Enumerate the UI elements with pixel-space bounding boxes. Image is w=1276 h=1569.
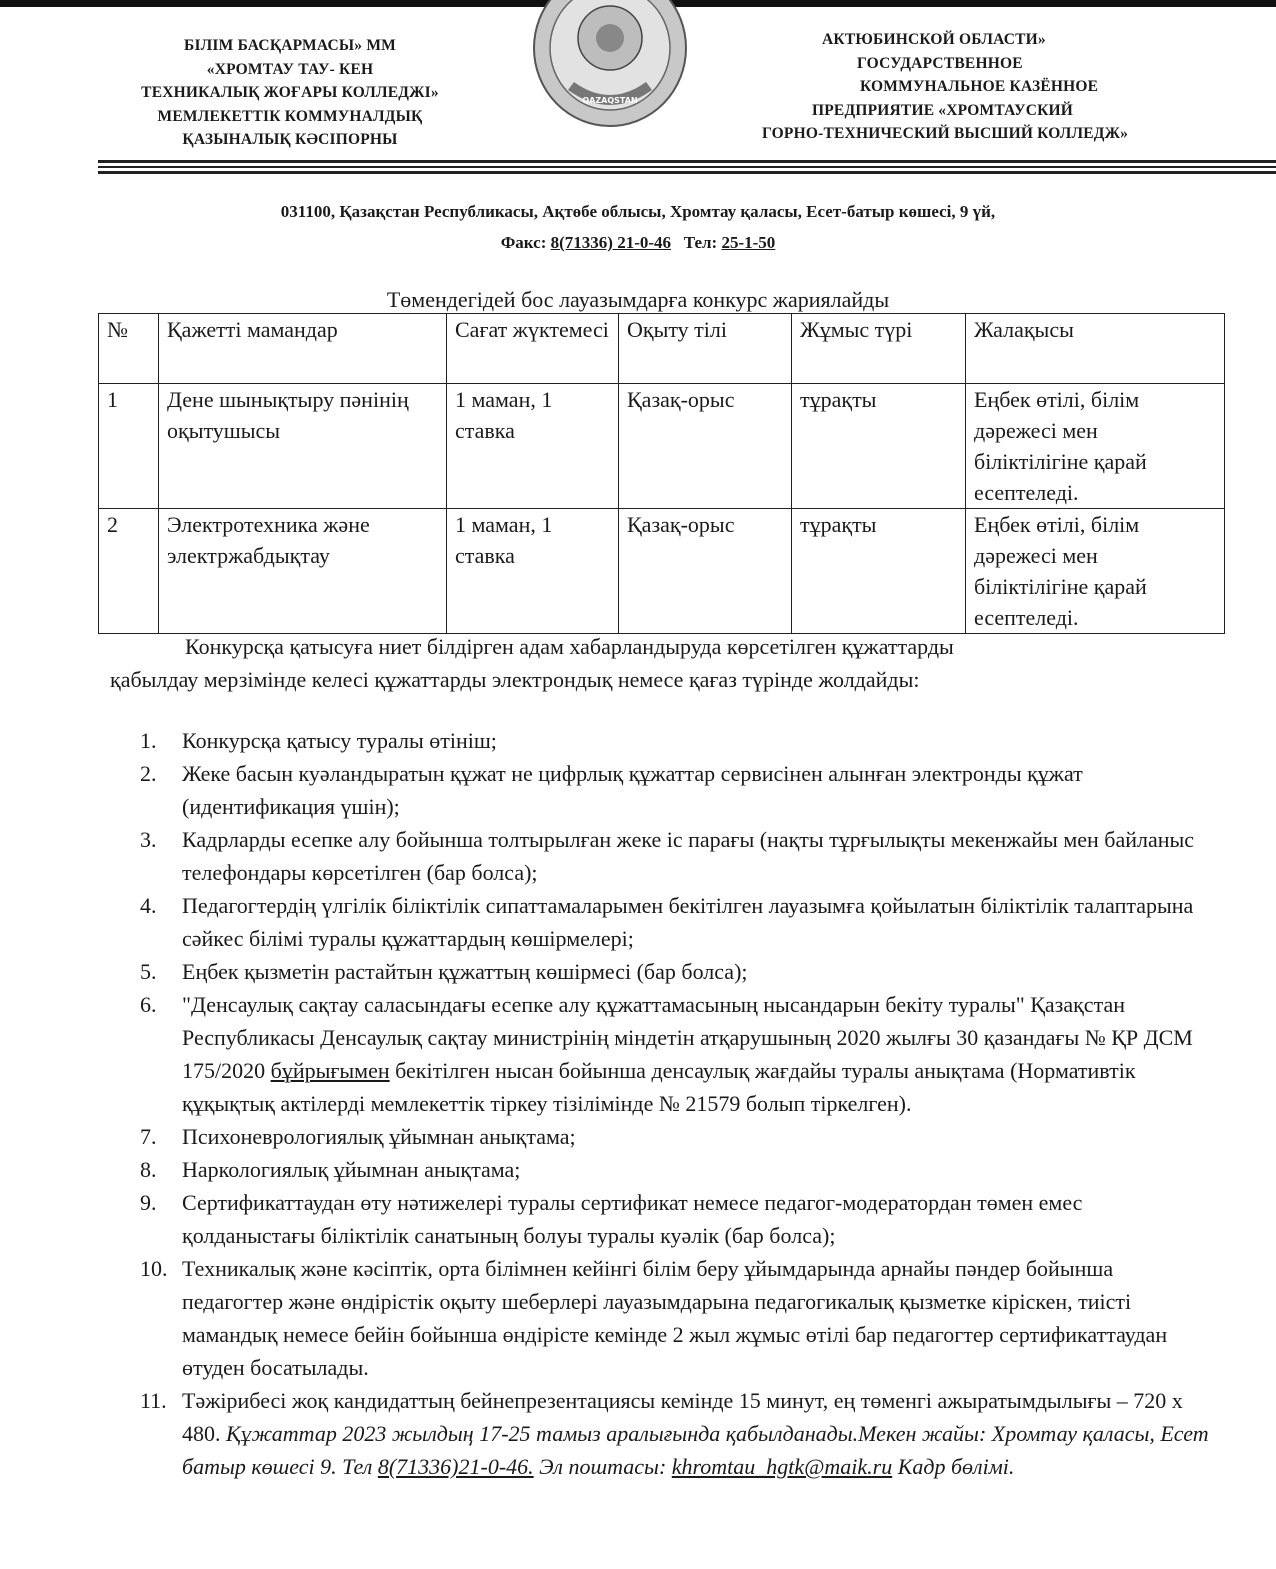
- vacancy-caption: Төмендегідей бос лауазымдарға конкурс жариялайды: [386, 287, 890, 312]
- table-row: [99, 384, 1225, 509]
- list-item: [140, 823, 1210, 889]
- item-number: 1.: [140, 728, 157, 753]
- header-right-russian: [740, 28, 1200, 146]
- header-line: АКТЮБИНСКОЙ ОБЛАСТИ»: [822, 31, 1046, 48]
- item-number: 9.: [140, 1190, 157, 1215]
- header-line: БІЛІМ БАСҚАРМАСЫ» ММ: [184, 37, 396, 54]
- header-line: ҚАЗЫНАЛЫҚ КӘСІПОРНЫ: [182, 131, 398, 148]
- item-text: Жеке басын куәландыратын құжат не цифрлық құжаттар сервисінен алынған электронды құжат (идентификация үшін);: [182, 761, 1083, 819]
- item-text: "Денсаулық сақтау саласындағы есепке алу құжаттамасының нысандарын бекіту туралы" Қазақстан Республикасы Денсаулық сақтау министрінің міндетін атқарушының 2020 жылғы 30 қазандағы № ҚР ДСМ 175/2020: [182, 992, 1193, 1083]
- header-cell: Жалақысы: [966, 314, 1225, 384]
- header-divider: [98, 166, 1276, 168]
- order-link-text: бұйрығымен: [270, 1058, 390, 1083]
- header-cell: Жұмыс түрі: [792, 314, 966, 384]
- list-item: [140, 757, 1210, 823]
- item-text-italic: Құжаттар 2023 жылдың 17-25 тамыз аралығында қабылданады.Мекен жайы: Хромтау қаласы, Есет батыр көшесі 9. Тел: [182, 1421, 1209, 1479]
- tel-label: Тел:: [683, 233, 722, 252]
- item-text: Психоневрологиялық ұйымнан анықтама;: [182, 1124, 576, 1149]
- item-number: 8.: [140, 1157, 157, 1182]
- header-cell: Сағат жүктемесі: [447, 314, 619, 384]
- cell: тұрақты: [792, 509, 966, 634]
- table-header-row: [99, 314, 1225, 384]
- header-divider: [98, 171, 1276, 174]
- contact-line: [0, 233, 1276, 253]
- cell: 2: [99, 509, 159, 634]
- cell: 1 маман, 1 ставка: [447, 509, 619, 634]
- fax-label: Факс:: [500, 233, 551, 252]
- phone-number: 8(71336)21-0-46.: [377, 1454, 534, 1479]
- email-link[interactable]: khromtau_hgtk@maik.ru: [671, 1454, 893, 1479]
- item-text: бекітілген нысан бойынша денсаулық жағдайы туралы анықтама (Нормативтік құқықтық актілерді мемлекеттік тіркеу тізілімінде № 21579 болып тіркелген).: [182, 1058, 1136, 1116]
- header-line: ТЕХНИКАЛЫҚ ЖОҒАРЫ КОЛЛЕДЖІ»: [141, 84, 439, 101]
- cell: Еңбек өтілі, білім дәрежесі мен біліктілігіне қарай есептеледі.: [966, 384, 1225, 509]
- item-number: 5.: [140, 959, 157, 984]
- item-text: Сертификаттаудан өту нәтижелері туралы сертификат немесе педагог-модератордан төмен емес қолданыстағы біліктілік санатының болуы туралы куәлік (бар болса);: [182, 1190, 1083, 1248]
- item-number: 2.: [140, 761, 157, 786]
- list-item: [140, 1120, 1210, 1153]
- list-item: [140, 1153, 1210, 1186]
- header-left-kazakh: [110, 34, 470, 152]
- svg-text:QAZAQSTAN: QAZAQSTAN: [582, 96, 638, 105]
- item-text: Конкурсқа қатысу туралы өтініш;: [182, 728, 497, 753]
- address-line: 031100, Қазақстан Республикасы, Ақтөбе облысы, Хромтау қаласы, Есет-батыр көшесі, 9 үй,: [280, 202, 996, 221]
- list-item: [140, 1384, 1210, 1483]
- item-number: 10.: [140, 1256, 168, 1281]
- header-divider: [98, 160, 1276, 163]
- intro-paragraph: [110, 630, 1210, 696]
- item-text-italic: Кадр бөлімі.: [892, 1454, 1015, 1479]
- fax-number: 8(71336) 21-0-46: [550, 233, 672, 252]
- list-item: [140, 988, 1210, 1120]
- header-line: ГОРНО-ТЕХНИЧЕСКИЙ ВЫСШИЙ КОЛЛЕДЖ»: [762, 125, 1129, 142]
- item-number: 3.: [140, 827, 157, 852]
- item-number: 4.: [140, 893, 157, 918]
- header-cell: Оқыту тілі: [619, 314, 792, 384]
- state-emblem-icon: [528, 0, 693, 128]
- header-line: «ХРОМТАУ ТАУ- КЕН: [206, 60, 374, 78]
- documents-list: [140, 724, 1210, 1483]
- item-text: Педагогтердің үлгілік біліктілік сипаттамаларымен бекітілген лауазымға қойылатын біліктілік талаптарына сәйкес білімі туралы құжаттардың көшірмелері;: [182, 893, 1194, 951]
- item-text: Тәжірибесі жоқ кандидаттың бейнепрезентациясы кемінде 15 минут, ең төменгі ажыратымдылығы – 720 х 480.: [182, 1388, 1183, 1446]
- header-line: КОММУНАЛЬНОЕ КАЗЁННОЕ: [860, 78, 1099, 95]
- cell: 1: [99, 384, 159, 509]
- vacancy-table: [98, 313, 1225, 634]
- table-row: [99, 509, 1225, 634]
- item-text: Кадрларды есепке алу бойынша толтырылған жеке іс парағы (нақты тұрғылықты мекенжайы мен байланыс телефондары көрсетілген (бар болса);: [182, 827, 1195, 885]
- cell: тұрақты: [792, 384, 966, 509]
- list-item: [140, 889, 1210, 955]
- list-item: [140, 724, 1210, 757]
- header-line: ГОСУДАРСТВЕННОЕ: [857, 54, 1023, 72]
- item-text-italic: Эл поштасы:: [533, 1454, 672, 1479]
- header-line: ПРЕДПРИЯТИЕ «ХРОМТАУСКИЙ: [812, 101, 1074, 119]
- item-number: 6.: [140, 992, 157, 1017]
- header-cell: №: [99, 314, 159, 384]
- cell: Қазақ-орыс: [619, 509, 792, 634]
- item-text: Техникалық және кәсіптік, орта білімнен кейінгі білім беру ұйымдарында арнайы пәндер бойынша педагогтер және өндірістік оқыту шеберлері лауазымдарына педагогикалық қызметке кіріскен, тиісті мамандық немесе бейін бойынша өндірісте кемінде 2 жыл жұмыс өтілі бар педагогтер сертификаттаудан өтуден босатылады.: [182, 1256, 1168, 1380]
- intro-line: қабылдау мерзімінде келесі құжаттарды электрондық немесе қағаз түрінде жолдайды:: [110, 667, 920, 692]
- header-cell: Қажетті мамандар: [159, 314, 447, 384]
- tel-number: 25-1-50: [721, 233, 776, 252]
- item-text: Еңбек қызметін растайтын құжаттың көшірмесі (бар болса);: [182, 959, 748, 984]
- cell: Дене шынықтыру пәнінің оқытушысы: [159, 384, 447, 509]
- list-item: [140, 955, 1210, 988]
- header-line: МЕМЛЕКЕТТІК КОММУНАЛДЫҚ: [157, 107, 423, 125]
- intro-line: Конкурсқа қатысуға ниет білдірген адам хабарландыруда көрсетілген құжаттарды: [185, 634, 954, 659]
- item-number: 11.: [140, 1388, 167, 1413]
- cell: 1 маман, 1 ставка: [447, 384, 619, 509]
- item-number: 7.: [140, 1124, 157, 1149]
- cell: Қазақ-орыс: [619, 384, 792, 509]
- list-item: [140, 1252, 1210, 1384]
- cell: Еңбек өтілі, білім дәрежесі мен біліктілігіне қарай есептеледі.: [966, 509, 1225, 634]
- cell: Электротехника және электржабдықтау: [159, 509, 447, 634]
- list-item: [140, 1186, 1210, 1252]
- item-text: Наркологиялық ұйымнан анықтама;: [182, 1157, 521, 1182]
